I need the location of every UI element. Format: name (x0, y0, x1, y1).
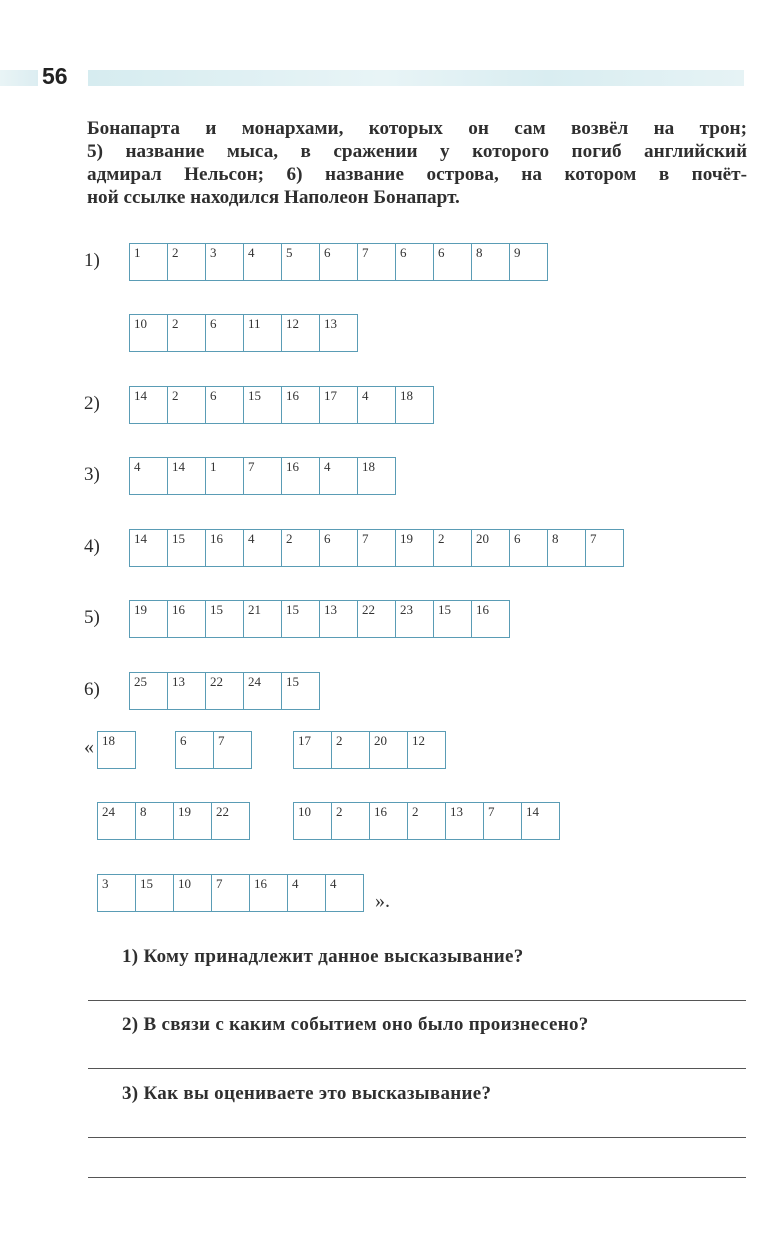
letter-cell[interactable]: 10 (129, 314, 168, 352)
letter-cell[interactable]: 7 (213, 731, 252, 769)
intro-line: адмирал Нельсон; 6) название острова, на котором в почёт- (87, 164, 747, 185)
header-band (88, 70, 744, 86)
letter-cell[interactable]: 8 (471, 243, 510, 281)
intro-line: ной ссылке находился Наполеон Бонапарт. (87, 187, 460, 208)
letter-cell[interactable]: 9 (509, 243, 548, 281)
intro-line: Бонапарта и монархами, которых он сам возвёл на трон; (87, 118, 747, 139)
letter-cell[interactable]: 25 (129, 672, 168, 710)
letter-cell[interactable]: 2 (331, 731, 370, 769)
letter-cell[interactable]: 2 (433, 529, 472, 567)
letter-cell[interactable]: 16 (167, 600, 206, 638)
row-label-6: 6) (84, 679, 100, 700)
letter-cell[interactable]: 2 (407, 802, 446, 840)
letter-cell[interactable]: 16 (281, 386, 320, 424)
letter-cell[interactable]: 3 (97, 874, 136, 912)
letter-cell[interactable]: 16 (205, 529, 244, 567)
intro-line: 5) название мыса, в сражении у которого погиб английский (87, 141, 747, 162)
quote-word-4 (97, 802, 249, 840)
letter-cell[interactable]: 7 (211, 874, 250, 912)
letter-cell[interactable]: 15 (205, 600, 244, 638)
letter-cell[interactable]: 5 (281, 243, 320, 281)
letter-cell[interactable]: 1 (205, 457, 244, 495)
letter-cell[interactable]: 13 (167, 672, 206, 710)
answer-line-4[interactable] (88, 1177, 746, 1178)
letter-cell[interactable]: 21 (243, 600, 282, 638)
letter-cell[interactable]: 14 (521, 802, 560, 840)
letter-cell[interactable]: 2 (331, 802, 370, 840)
letter-cell[interactable]: 15 (243, 386, 282, 424)
letter-cell[interactable]: 7 (483, 802, 522, 840)
letter-cell[interactable]: 14 (129, 386, 168, 424)
row-label-5: 5) (84, 607, 100, 628)
answer-row-6 (129, 672, 319, 710)
answer-row-1a (129, 243, 547, 281)
letter-cell[interactable]: 23 (395, 600, 434, 638)
letter-cell[interactable]: 4 (325, 874, 364, 912)
question-1: 1) Кому принадлежит данное высказывание? (122, 946, 524, 967)
quote-word-6 (97, 874, 363, 912)
letter-cell[interactable]: 6 (205, 314, 244, 352)
quote-word-5 (293, 802, 559, 840)
letter-cell[interactable]: 6 (395, 243, 434, 281)
letter-cell[interactable]: 10 (293, 802, 332, 840)
letter-cell[interactable]: 13 (445, 802, 484, 840)
letter-cell[interactable]: 18 (357, 457, 396, 495)
letter-cell[interactable]: 6 (433, 243, 472, 281)
letter-cell[interactable]: 15 (433, 600, 472, 638)
letter-cell[interactable]: 7 (357, 243, 396, 281)
page-header (0, 63, 777, 90)
letter-cell[interactable]: 24 (243, 672, 282, 710)
letter-cell[interactable]: 4 (129, 457, 168, 495)
letter-cell[interactable]: 24 (97, 802, 136, 840)
answer-row-5 (129, 600, 509, 638)
quote-open-mark: « (84, 736, 94, 758)
letter-cell[interactable]: 8 (135, 802, 174, 840)
letter-cell[interactable]: 16 (249, 874, 288, 912)
letter-cell[interactable]: 6 (319, 243, 358, 281)
answer-row-2 (129, 386, 433, 424)
letter-cell[interactable]: 16 (369, 802, 408, 840)
letter-cell[interactable]: 22 (357, 600, 396, 638)
answer-row-3 (129, 457, 395, 495)
header-band-left (0, 70, 38, 86)
letter-cell[interactable]: 6 (205, 386, 244, 424)
letter-cell[interactable]: 4 (319, 457, 358, 495)
answer-line-2[interactable] (88, 1068, 746, 1069)
letter-cell[interactable]: 1 (129, 243, 168, 281)
letter-cell[interactable]: 2 (167, 314, 206, 352)
letter-cell[interactable]: 8 (547, 529, 586, 567)
letter-cell[interactable]: 4 (357, 386, 396, 424)
letter-cell[interactable]: 7 (357, 529, 396, 567)
letter-cell[interactable]: 17 (319, 386, 358, 424)
letter-cell[interactable]: 15 (281, 672, 320, 710)
letter-cell[interactable]: 14 (129, 529, 168, 567)
answer-row-1b (129, 314, 357, 352)
letter-cell[interactable]: 13 (319, 600, 358, 638)
letter-cell[interactable]: 13 (319, 314, 358, 352)
letter-cell[interactable]: 6 (175, 731, 214, 769)
letter-cell[interactable]: 16 (471, 600, 510, 638)
letter-cell[interactable]: 3 (205, 243, 244, 281)
letter-cell[interactable]: 11 (243, 314, 282, 352)
answer-row-4 (129, 529, 623, 567)
letter-cell[interactable]: 2 (167, 243, 206, 281)
row-label-3: 3) (84, 464, 100, 485)
letter-cell[interactable]: 6 (319, 529, 358, 567)
letter-cell[interactable]: 19 (395, 529, 434, 567)
answer-line-1[interactable] (88, 1000, 746, 1001)
letter-cell[interactable]: 4 (243, 529, 282, 567)
letter-cell[interactable]: 4 (243, 243, 282, 281)
letter-cell[interactable]: 18 (395, 386, 434, 424)
letter-cell[interactable]: 7 (585, 529, 624, 567)
row-label-4: 4) (84, 536, 100, 557)
letter-cell[interactable]: 17 (293, 731, 332, 769)
letter-cell[interactable]: 15 (135, 874, 174, 912)
letter-cell[interactable]: 22 (211, 802, 250, 840)
quote-word-3 (293, 731, 445, 769)
letter-cell[interactable]: 10 (173, 874, 212, 912)
letter-cell[interactable]: 20 (369, 731, 408, 769)
letter-cell[interactable]: 4 (287, 874, 326, 912)
row-label-1: 1) (84, 250, 100, 271)
letter-cell[interactable]: 18 (97, 731, 136, 769)
row-label-2: 2) (84, 393, 100, 414)
question-3: 3) Как вы оцениваете это высказывание? (122, 1083, 492, 1104)
letter-cell[interactable]: 20 (471, 529, 510, 567)
quote-word-1 (97, 731, 135, 769)
question-2: 2) В связи с каким событием оно было произнесено? (122, 1014, 589, 1035)
letter-cell[interactable]: 2 (167, 386, 206, 424)
intro-paragraph (87, 117, 747, 209)
letter-cell[interactable]: 2 (281, 529, 320, 567)
quote-close-mark: ». (375, 890, 390, 912)
letter-cell[interactable]: 15 (281, 600, 320, 638)
letter-cell[interactable]: 22 (205, 672, 244, 710)
letter-cell[interactable]: 6 (509, 529, 548, 567)
letter-cell[interactable]: 19 (129, 600, 168, 638)
letter-cell[interactable]: 19 (173, 802, 212, 840)
letter-cell[interactable]: 16 (281, 457, 320, 495)
letter-cell[interactable]: 14 (167, 457, 206, 495)
page-number: 56 (42, 63, 68, 89)
letter-cell[interactable]: 7 (243, 457, 282, 495)
quote-word-2 (175, 731, 251, 769)
letter-cell[interactable]: 12 (281, 314, 320, 352)
answer-line-3[interactable] (88, 1137, 746, 1138)
letter-cell[interactable]: 15 (167, 529, 206, 567)
letter-cell[interactable]: 12 (407, 731, 446, 769)
